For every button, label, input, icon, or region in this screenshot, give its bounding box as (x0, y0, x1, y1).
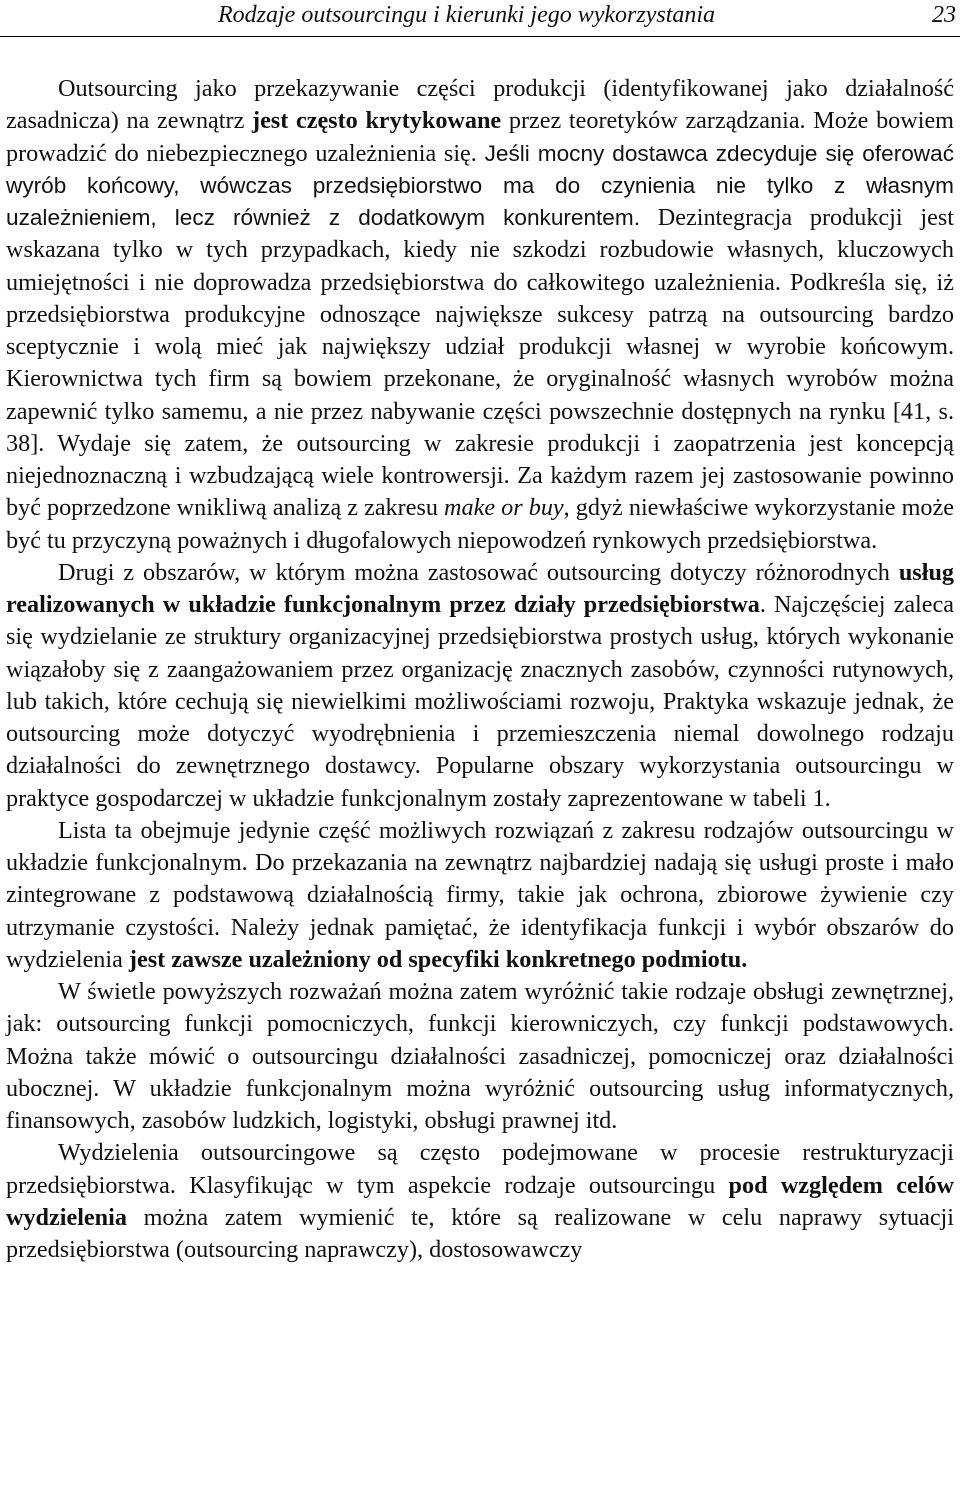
paragraph-text: , gdyż niewłaściwe wykorzystanie może być tu przyczyną poważnych i długofalowych niepowodzeń rynkowych przedsiębiorstwa. (6, 494, 954, 554)
paragraph-text: . Najczęściej zaleca się wydzielanie ze struktury organizacyjnej przedsiębiorstwa prostych usług, których wykonanie wiązałoby się z zaangażowaniem przez organizację znacznych zasobów, czynności rutynowych, lub takich, które cechują się niewielkimi możliwościami rozwoju, Praktyka wskazuje jednak, że outsourcing może dotyczyć wyodrębnienia i przemieszczenia niemal dowolnego rodzaju działalności do zewnętrznego dostawcy. Popularne obszary wykorzystania outsourcingu w praktyce gospodarczej w układzie funkcjonalnym zostały zaprezentowane w tabeli 1. (6, 591, 954, 812)
paragraph-text: Jeśli mocny dostawca zdecyduje się oferować wyrób końcowy, wówczas przedsiębiorstwo ma do czynienia nie tylko z własnym uzależnieniem, lecz również z dodatkowym konkurentem. (6, 140, 954, 230)
body-text (6, 73, 954, 1266)
bold-text: jest zawsze uzależniony od specyfiki konkretnego podmiotu. (128, 945, 748, 973)
page-number: 23 (932, 2, 956, 28)
bold-text: pod względem celów wydzielenia (6, 1171, 954, 1231)
paragraph-text: można zatem wymienić te, które są realizowane w celu naprawy sytuacji przedsiębiorstwa (outsourcing naprawczy), dostosowawczy (6, 1203, 954, 1263)
paragraph-text: Outsourcing jako przekazywanie części produkcji (identyfikowanej jako działalność zasadnicza) na zewnątrz (6, 75, 954, 135)
running-title: Rodzaje outsourcingu i kierunki jego wykorzystania (218, 2, 716, 28)
paragraph-text: Wydzielenia outsourcingowe są często podejmowane w procesie restrukturyzacji przedsiębiorstwa. Klasyfikując w tym aspekcie rodzaje outsourcingu (6, 1139, 954, 1199)
paragraph-text: Dezintegracja produkcji jest wskazana tylko w tych przypadkach, kiedy nie szkodzi rozbudowie własnych, kluczowych umiejętności i nie doprowadza przedsiębiorstwa do całkowitego uzależnienia. Podkreśla się, iż przedsiębiorstwa produkcyjne odnoszące największe sukcesy patrzą na outsourcing bardzo sceptycznie i wolą mieć jak największy udział produkcji własnej w wyrobie końcowym. Kierownictwa tych firm są bowiem przekonane, że oryginalność własnych wyrobów można zapewnić tylko samemu, a nie przez nabywanie części powszechnie dostępnych na rynku [41, s. 38]. Wydaje się zatem, że outsourcing w zakresie produkcji i zaopatrzenia jest koncepcją niejednoznaczną i wzbudzającą wiele kontrowersji. Za każdym razem jej zastosowanie powinno być poprzedzone wnikliwą analizą z zakresu (6, 204, 954, 522)
italic-text: make or buy (444, 494, 564, 522)
bold-text: usług realizowanych w układzie funkcjonalnym przez działy przedsiębiorstwa (6, 558, 954, 618)
paragraph (6, 815, 954, 976)
paragraph (6, 557, 954, 815)
paragraph (6, 1137, 954, 1266)
paragraph-text: Lista ta obejmuje jedynie część możliwych rozwiązań z zakresu rodzajów outsourcingu w układzie funkcjonalnym. Do przekazania na zewnątrz najbardziej nadają się usługi proste i mało zintegrowane z podstawową działalnością firmy, takie jak ochrona, zbiorowe żywienie czy utrzymanie czystości. Należy jednak pamiętać, że identyfikacja funkcji i wybór obszarów do wydzielenia (6, 816, 954, 973)
paragraph (6, 976, 954, 1137)
bold-text: jest często krytykowane (252, 107, 502, 135)
paragraph-text: Drugi z obszarów, w którym można zastosować outsourcing dotyczy różnorodnych (58, 558, 899, 586)
running-header (0, 0, 960, 37)
paragraph-text: W świetle powyższych rozważań można zatem wyróżnić takie rodzaje obsługi zewnętrznej, jak: outsourcing funkcji pomocniczych, funkcji kierowniczych, czy funkcji podstawowych. Można także mówić o outsourcingu działalności zasadniczej, pomocniczej oraz działalności ubocznej. W układzie funkcjonalnym można wyróżnić outsourcing usług informatycznych, finansowych, zasobów ludzkich, logistyki, obsługi prawnej itd. (6, 978, 954, 1134)
paragraph-text: przez teoretyków zarządzania. Może bowiem prowadzić do niebezpiecznego uzależnienia się. (6, 107, 954, 167)
paragraph (6, 73, 954, 557)
